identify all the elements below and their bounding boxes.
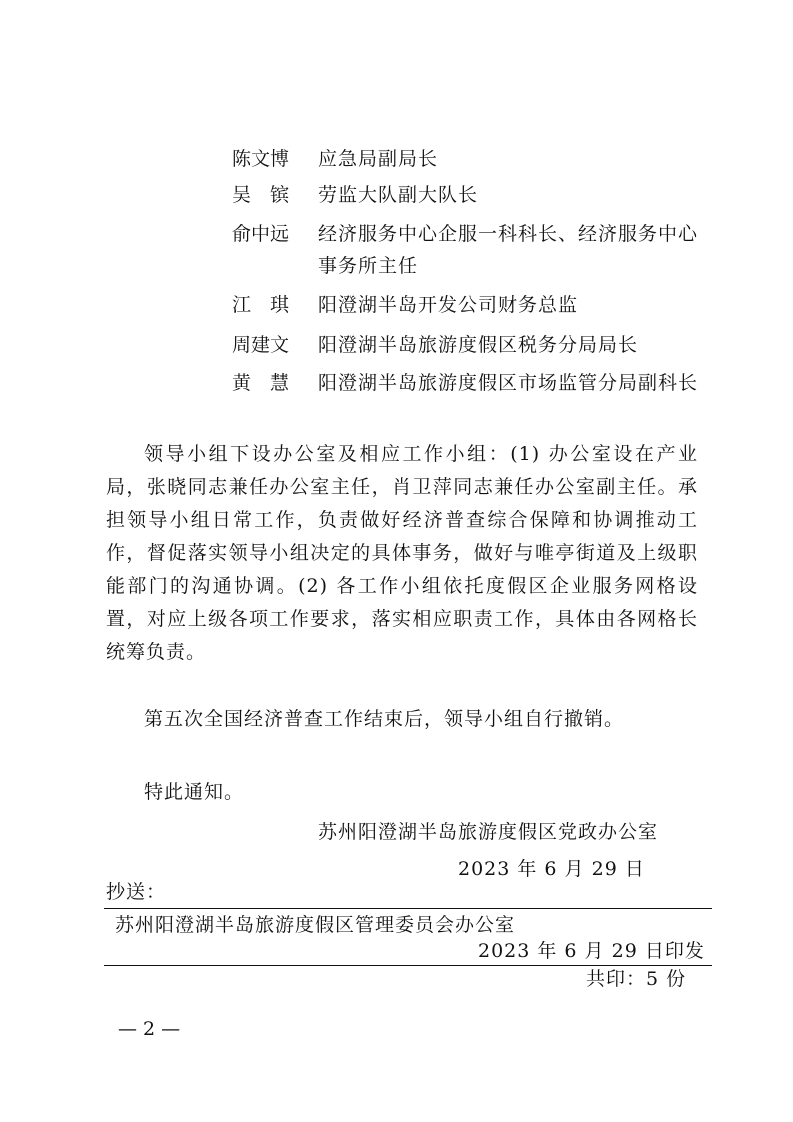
member-name: 周建文 <box>232 334 290 356</box>
member-row <box>232 179 708 211</box>
member-role: 劳监大队副大队长 <box>318 184 479 206</box>
footer-rule-top <box>104 908 712 909</box>
closing-paragraph: 特此通知。 <box>144 781 245 803</box>
page-number: — 2 — <box>118 1018 181 1040</box>
member-row <box>232 218 708 282</box>
member-role: 阳澄湖半岛开发公司财务总监 <box>318 294 579 316</box>
member-row <box>232 143 708 175</box>
member-name: 黄 慧 <box>232 372 290 394</box>
member-row <box>232 329 708 361</box>
body-paragraph: 领导小组下设办公室及相应工作小组：(1) 办公室设在产业局，张晓同志兼任办公室主任，肖卫萍同志兼任办公室副主任。承担领导小组日常工作，负责做好经济普查综合保障和协调推动工作，督促落实领导小组决定的具体事务，做好与唯亭街道及上级职能部门的沟通协调。(2) 各工作小组依托度假区企业服务网格设置，对应上级各项工作要求，落实相应职责工作，具体由各网格长统筹负责。 <box>106 443 698 663</box>
member-row <box>232 367 708 399</box>
member-row <box>232 289 708 321</box>
body-paragraph: 第五次全国经济普查工作结束后，领导小组自行撤销。 <box>144 708 625 730</box>
member-name: 俞中远 <box>232 223 290 245</box>
signature-org: 苏州阳澄湖半岛旅游度假区党政办公室 <box>318 821 659 843</box>
issue-date: 2023 年 6 月 29 日印发 <box>478 940 705 962</box>
member-name: 陈文博 <box>232 148 290 170</box>
issuer: 苏州阳澄湖半岛旅游度假区管理委员会办公室 <box>115 914 516 936</box>
copies-count: 共印：5 份 <box>586 968 687 990</box>
member-role: 应急局副局长 <box>318 148 439 170</box>
member-name: 江 琪 <box>232 294 290 316</box>
member-role: 阳澄湖半岛旅游度假区市场监管分局副科长 <box>318 372 699 394</box>
member-name: 吴 镔 <box>232 184 290 206</box>
signature-date: 2023 年 6 月 29 日 <box>458 858 645 880</box>
cc-label: 抄送： <box>106 881 167 903</box>
member-role: 阳澄湖半岛旅游度假区税务分局局长 <box>318 334 639 356</box>
member-role: 经济服务中心企服一科科长、经济服务中心事务所主任 <box>318 223 699 277</box>
